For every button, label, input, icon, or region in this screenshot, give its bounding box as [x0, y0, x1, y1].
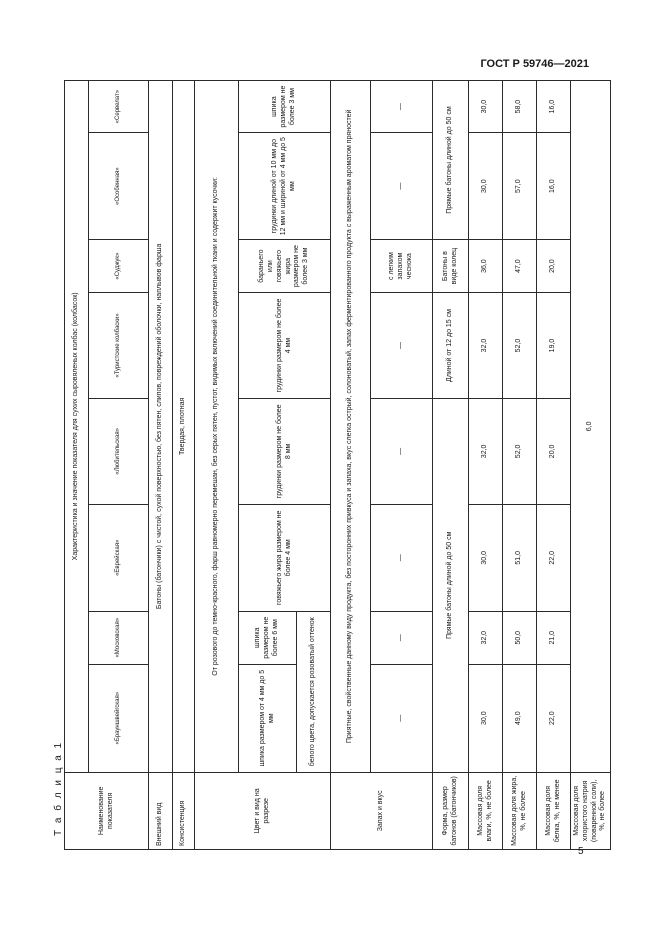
indicator-name-header: Наименование показателя	[65, 772, 149, 849]
row-label-protein: Массовая доля белка, %, не менее	[537, 772, 571, 849]
moisture-evrey: 30,0	[469, 504, 503, 611]
row-label-color: Цвет и вид на разрезе	[195, 772, 331, 849]
color-osoben: грудинки длиной от 10 мм до 12 мм и шириной от 4 мм до 5 мм	[239, 133, 331, 240]
color-brauns: шпика размером от 4 мм до 5 мм	[239, 664, 297, 772]
rotated-table-container	[64, 80, 607, 850]
fat-turist: 52,0	[503, 293, 537, 399]
product-lyubit: «Любительская»	[89, 398, 149, 504]
row-label-appearance: Внешний вид	[149, 772, 173, 849]
moisture-sudzhuk: 36,0	[469, 240, 503, 293]
fat-lyubit: 52,0	[503, 398, 537, 504]
color-sudzhuk: бараньего или говяжьего жира размером не более 3 мм	[239, 240, 331, 293]
document-header: ГОСТ Р 59746—2021	[480, 58, 589, 70]
row-label-moisture: Массовая доля влаги, %, не более	[469, 772, 503, 849]
color-moskov: шпика размером не более 6 мм	[239, 611, 297, 664]
protein-lyubit: 20,0	[537, 398, 571, 504]
form-sudzhuk: Батоны в виде колец	[433, 240, 469, 293]
moisture-brauns: 30,0	[469, 664, 503, 772]
product-turist: «Туристские колбаски»	[89, 293, 149, 399]
moisture-lyubit: 32,0	[469, 398, 503, 504]
protein-servelat: 16,0	[537, 81, 571, 133]
fat-evrey: 51,0	[503, 504, 537, 611]
color-evrey: говяжьего жира размером не более 4 мм	[239, 504, 331, 611]
smell-dash: —	[371, 398, 433, 504]
product-brauns: «Брауншвейгская»	[89, 664, 149, 772]
page-number: 5	[578, 846, 584, 857]
protein-turist: 19,0	[537, 293, 571, 399]
row-label-form: Форма, размер батонов (батончиков)	[433, 772, 469, 849]
row-label-smell: Запах и вкус	[331, 772, 433, 849]
protein-moskov: 21,0	[537, 611, 571, 664]
fat-osoben: 57,0	[503, 133, 537, 240]
moisture-servelat: 30,0	[469, 81, 503, 133]
color-common-value: От розового до темно-красного, фарш равномерно перемешан, без серых пятен, пустот, видимых включений соединительной ткани и содержит кусочки:	[195, 81, 239, 773]
product-evrey: «Еврейская»	[89, 504, 149, 611]
smell-sudzhuk: с легким запахом чеснока	[371, 240, 433, 293]
color-lyubit: грудинки размером не более 8 мм	[239, 398, 331, 504]
form-group1: Прямые батоны длиной до 50 см	[433, 398, 469, 772]
protein-sudzhuk: 20,0	[537, 240, 571, 293]
protein-brauns: 22,0	[537, 664, 571, 772]
smell-dash: —	[371, 504, 433, 611]
fat-moskov: 50,0	[503, 611, 537, 664]
color-turist: грудинки размером не более 4 мм	[239, 293, 331, 399]
smell-dash: —	[371, 611, 433, 664]
product-sudzhuk: «Суджук»	[89, 240, 149, 293]
row-label-salt: Массовая доля хлористого натрия (поваренной соли), %, не более	[571, 772, 611, 849]
row-label-fat: Массовая доля жира, %, не более	[503, 772, 537, 849]
row-label-consistency: Консистенция	[173, 772, 195, 849]
protein-evrey: 22,0	[537, 504, 571, 611]
moisture-moskov: 32,0	[469, 611, 503, 664]
smell-dash: —	[371, 81, 433, 133]
characteristics-header: Характеристика и значение показателя для сухих сыровяленых колбас (колбасок)	[65, 81, 89, 773]
color-servelat: шпика размером не более 3 мм	[239, 81, 331, 133]
consistency-value: Твердая, плотная	[173, 81, 195, 773]
moisture-osoben: 30,0	[469, 133, 503, 240]
fat-sudzhuk: 47,0	[503, 240, 537, 293]
moisture-turist: 32,0	[469, 293, 503, 399]
smell-dash: —	[371, 293, 433, 399]
table-caption: Т а б л и ц а 1	[53, 740, 64, 836]
appearance-value: Батоны (батончики) с чистой, сухой поверхностью, без пятен, слипов, повреждений оболочки, наплывов фарша	[149, 81, 173, 773]
smell-dash: —	[371, 664, 433, 772]
form-group2: Прямые батоны длиной до 50 см	[433, 81, 469, 240]
smell-dash: —	[371, 133, 433, 240]
characteristics-table	[64, 80, 611, 850]
protein-osoben: 16,0	[537, 133, 571, 240]
product-osoben: «Особенная»	[89, 133, 149, 240]
form-turist: Длиной от 12 до 15 см	[433, 293, 469, 399]
smell-common-value: Приятные, свойственные данному виду продукта, без посторонних привкуса и запаха, вкус слегка острый, солоноватый, запах ферментированного продукта с выраженным ароматом пряностей	[331, 81, 371, 773]
salt-value: 6,0	[571, 81, 611, 773]
fat-brauns: 49,0	[503, 664, 537, 772]
product-servelat: «Сервелат»	[89, 81, 149, 133]
product-moskov: «Московская»	[89, 611, 149, 664]
color-brauns-moskov-note: белого цвета, допускается розоватый оттенок	[297, 611, 331, 772]
fat-servelat: 58,0	[503, 81, 537, 133]
